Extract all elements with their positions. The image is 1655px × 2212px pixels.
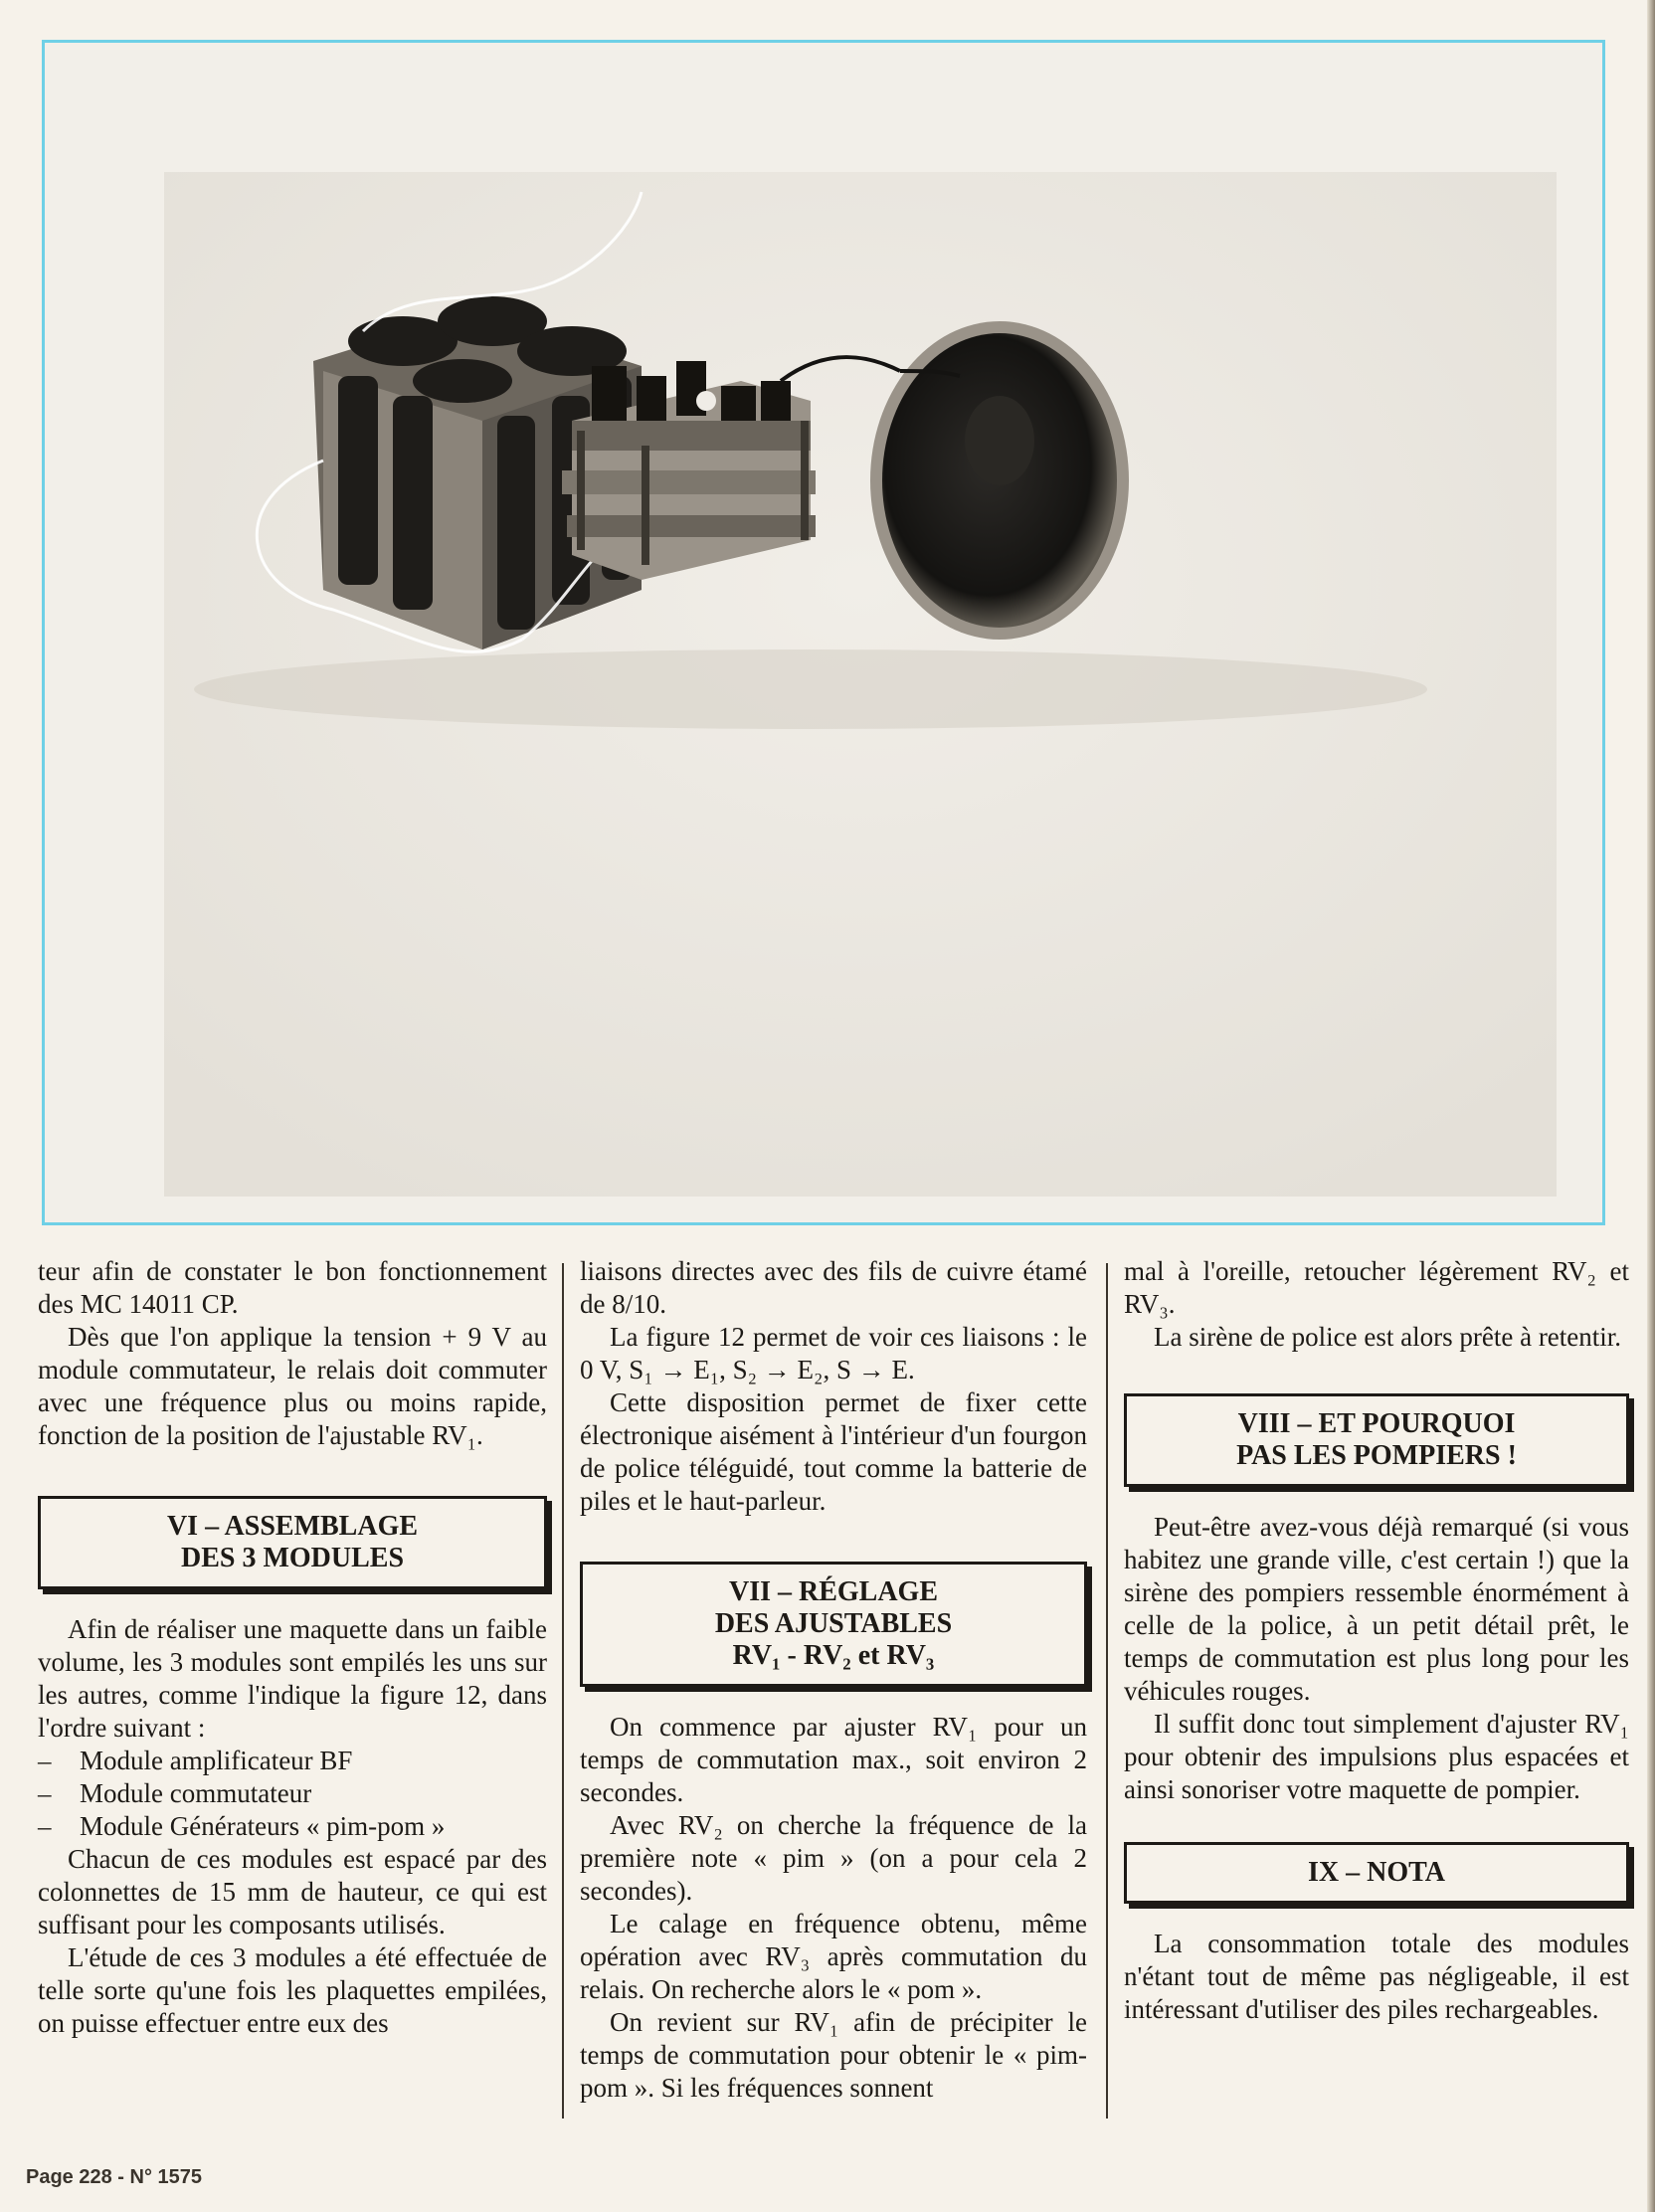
dash: – (38, 1811, 52, 1841)
paragraph: Afin de réaliser une maquette dans un faible volume, les 3 modules sont empilés les uns sur les autres, comme l'indique la figure 12, dans l'ordre suivant : (38, 1614, 547, 1743)
section-heading-ix (1124, 1842, 1629, 1904)
speaker-icon (870, 321, 1129, 640)
module-list (38, 1745, 547, 1843)
heading-line: VIII – ET POURQUOI (1237, 1408, 1516, 1439)
page-edge (1647, 0, 1655, 2212)
paragraph: La sirène de police est alors prête à retentir. (1154, 1322, 1622, 1352)
paragraph: Avec RV₂ on cherche la fréquence de la première note « pim » (on a pour cela 2 secondes). (580, 1810, 1087, 1906)
photo-frame (42, 40, 1605, 1225)
heading-line: DES 3 MODULES (180, 1543, 405, 1573)
photo-battery-circuit-speaker-icon (164, 172, 1557, 1197)
paragraph: Peut-être avez-vous déjà remarqué (si vous habitez une grande ville, c'est certain !) que la sirène des pompiers ressemble énormément à celle de la police, à un petit détail prêt, le temps de commutation est plus long pour les véhicules rouges. (1124, 1512, 1629, 1706)
paragraph: La consommation totale des modules n'étant tout de même pas négligeable, il est intéressant d'utiliser des piles rechargeables. (1124, 1929, 1629, 2024)
paragraph: Il suffit donc tout simplement d'ajuster RV₁ pour obtenir des impulsions plus espacées et ainsi sonoriser votre maquette de pompier. (1124, 1709, 1629, 1804)
paragraph: mal à l'oreille, retoucher légèrement RV₂ et RV₃. (1124, 1256, 1629, 1319)
column-1 (38, 1255, 547, 2040)
column-rule (1106, 1263, 1108, 2119)
section-heading-vii (580, 1562, 1087, 1687)
list-item-text: Module commutateur (80, 1778, 312, 1808)
paragraph: Le calage en fréquence obtenu, même opération avec RV₃ après commutation du relais. On recherche alors le « pom ». (580, 1909, 1087, 2004)
paragraph: liaisons directes avec des fils de cuivre étamé de 8/10. (580, 1256, 1087, 1319)
list-item-text: Module amplificateur BF (80, 1746, 353, 1775)
column-3 (1124, 1255, 1629, 2026)
paragraph: On commence par ajuster RV₁ pour un temps de commutation max., soit environ 2 secondes. (580, 1712, 1087, 1807)
paragraph: On revient sur RV₁ afin de précipiter le temps de commutation pour obtenir le « pim-pom ». Si les fréquences sonnent (580, 2007, 1087, 2103)
list-item-text: Module Générateurs « pim-pom » (80, 1811, 446, 1841)
heading-line: PAS LES POMPIERS ! (1236, 1440, 1517, 1471)
paragraph: Chacun de ces modules est espacé par des colonnettes de 15 mm de hauteur, ce qui est suffisant pour les composants utilisés. (38, 1844, 547, 1939)
heading-line: IX – NOTA (1308, 1857, 1445, 1888)
list-item (38, 1745, 547, 1777)
heading-line: DES AJUSTABLES (714, 1608, 953, 1639)
heading-line: VII – RÉGLAGE (728, 1576, 939, 1607)
paragraph: teur afin de constater le bon fonctionnement des MC 14011 CP. (38, 1256, 547, 1319)
page-folio: Page 228 - N° 1575 (26, 2166, 202, 2188)
section-heading-vi (38, 1496, 547, 1589)
list-item (38, 1810, 547, 1843)
column-rule (562, 1263, 564, 2119)
dash: – (38, 1778, 52, 1808)
paragraph: Cette disposition permet de fixer cette électronique aisément à l'intérieur d'un fourgon de police téléguidé, tout comme la batterie de piles et le haut-parleur. (580, 1387, 1087, 1516)
heading-line: RV₁ - RV₂ et RV₃ (732, 1640, 935, 1671)
list-item (38, 1777, 547, 1810)
column-2 (580, 1255, 1087, 2105)
dash: – (38, 1746, 52, 1775)
heading-line: VI – ASSEMBLAGE (166, 1511, 419, 1542)
section-heading-viii (1124, 1393, 1629, 1487)
paragraph: L'étude de ces 3 modules a été effectuée de telle sorte qu'une fois les plaquettes empilées, on puisse effectuer entre eux des (38, 1942, 547, 2038)
paragraph: Dès que l'on applique la tension + 9 V au module commutateur, le relais doit commuter avec une fréquence plus ou moins rapide, fonction de la position de l'ajustable RV₁. (38, 1322, 547, 1450)
paragraph: La figure 12 permet de voir ces liaisons : le 0 V, S₁ → E₁, S₂ → E₂, S → E. (580, 1322, 1087, 1384)
